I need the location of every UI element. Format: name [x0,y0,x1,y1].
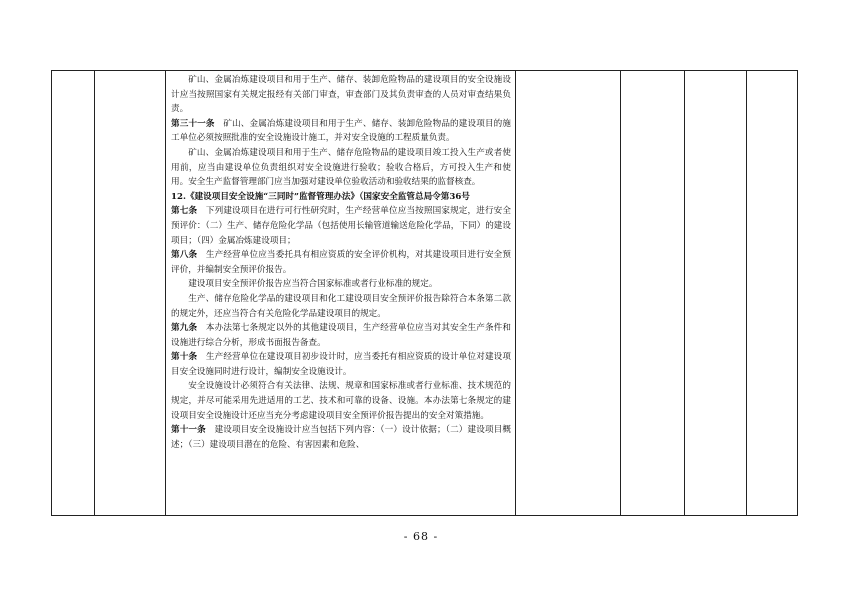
paragraph [171,117,511,146]
paragraph-text: 生产经营单位在建设项目初步设计时，应当委托有相应资质的设计单位对建设项目安全设施同时进行设计，编制安全设施设计。 [171,352,511,377]
paragraph-text: 建设项目安全预评价报告应当符合国家标准或者行业标准的规定。 [188,279,438,290]
paragraph [171,350,511,379]
paragraph-text: 矿山、金属冶炼建设项目和用于生产、储存、装卸危险物品的建设项目的安全设施设计应当按照国家有关规定报经有关部门审查，审查部门及其负责审查的人员对审查结果负责。 [171,75,511,115]
paragraph [171,73,511,117]
paragraph-text: 矿山、金属冶炼建设项目和用于生产、储存危险物品的建设项目竣工投入生产或者使用前，应当由建设单位负责组织对安全设施进行验收；验收合格后，方可投入生产和使用。安全生产监督管理部门应当加强对建设单位验收活动和验收结果的监督核查。 [171,147,511,188]
table-row [52,71,798,516]
paragraph [171,321,511,350]
article-heading: 第七条 [171,206,198,217]
paragraph [171,379,511,423]
paragraph [171,190,511,205]
paragraph-text: 本办法第七条规定以外的其他建设项目，生产经营单位应当对其安全生产条件和设施进行综合分析，形成书面报告备查。 [171,323,511,348]
article-heading: 第九条 [171,323,198,334]
regulation-text [166,71,515,513]
paragraph [171,292,511,321]
paragraph [171,277,511,292]
paragraph [171,204,511,248]
paragraph-text: 矿山、金属冶炼建设项目和用于生产、储存、装卸危险物品的建设项目的施工单位必须按照批准的安全设施设计施工，并对安全设施的工程质量负责。 [171,118,511,144]
paragraph-text: 安全设施设计必须符合有关法律、法规、规章和国家标准或者行业标准、技术规范的规定，并尽可能采用先进适用的工艺、技术和可靠的设备、设施。本办法第七条规定的建设项目安全设施设计还应当充分考虑建设项目安全预评价报告提出的安全对策措施。 [171,381,511,421]
article-heading: 第十一条 [171,425,206,436]
table-cell-empty [516,71,621,516]
article-heading: 第三十一条 [171,118,215,129]
content-table [51,70,798,516]
page-number: - 68 - [403,530,439,543]
table-cell-regulation-text [166,71,516,516]
article-heading: 第十条 [171,352,198,363]
table-cell-empty [52,71,95,516]
table-cell-empty [621,71,685,516]
paragraph-text: 生产经营单位应当委托具有相应资质的安全评价机构，对其建设项目进行安全预评价，并编制安全预评价报告。 [171,250,511,275]
paragraph [171,248,511,277]
table-cell-empty [95,71,166,516]
article-heading: 12.《建设项目安全设施“三同时”监督管理办法》（国家安全监管总局令第36号 [171,191,470,202]
paragraph-text: 建设项目安全设施设计应当包括下列内容：（一）设计依据；（二）建设项目概述；（三）建设项目潜在的危险、有害因素和危险、 [171,425,511,450]
paragraph [171,423,511,452]
table-cell-empty [747,71,798,516]
article-heading: 第八条 [171,250,198,261]
paragraph [171,146,511,190]
table-cell-empty [685,71,747,516]
paragraph-text: 生产、储存危险化学品的建设项目和化工建设项目安全预评价报告除符合本条第二款的规定外，还应当符合有关危险化学品建设项目的规定。 [171,293,511,319]
paragraph-text: 下列建设项目在进行可行性研究时，生产经营单位应当按照国家规定，进行安全预评价：（二）生产、储存危险化学品（包括使用长输管道输送危险化学品，下同）的建设项目；（四）金属冶炼建设项目； [171,206,511,246]
